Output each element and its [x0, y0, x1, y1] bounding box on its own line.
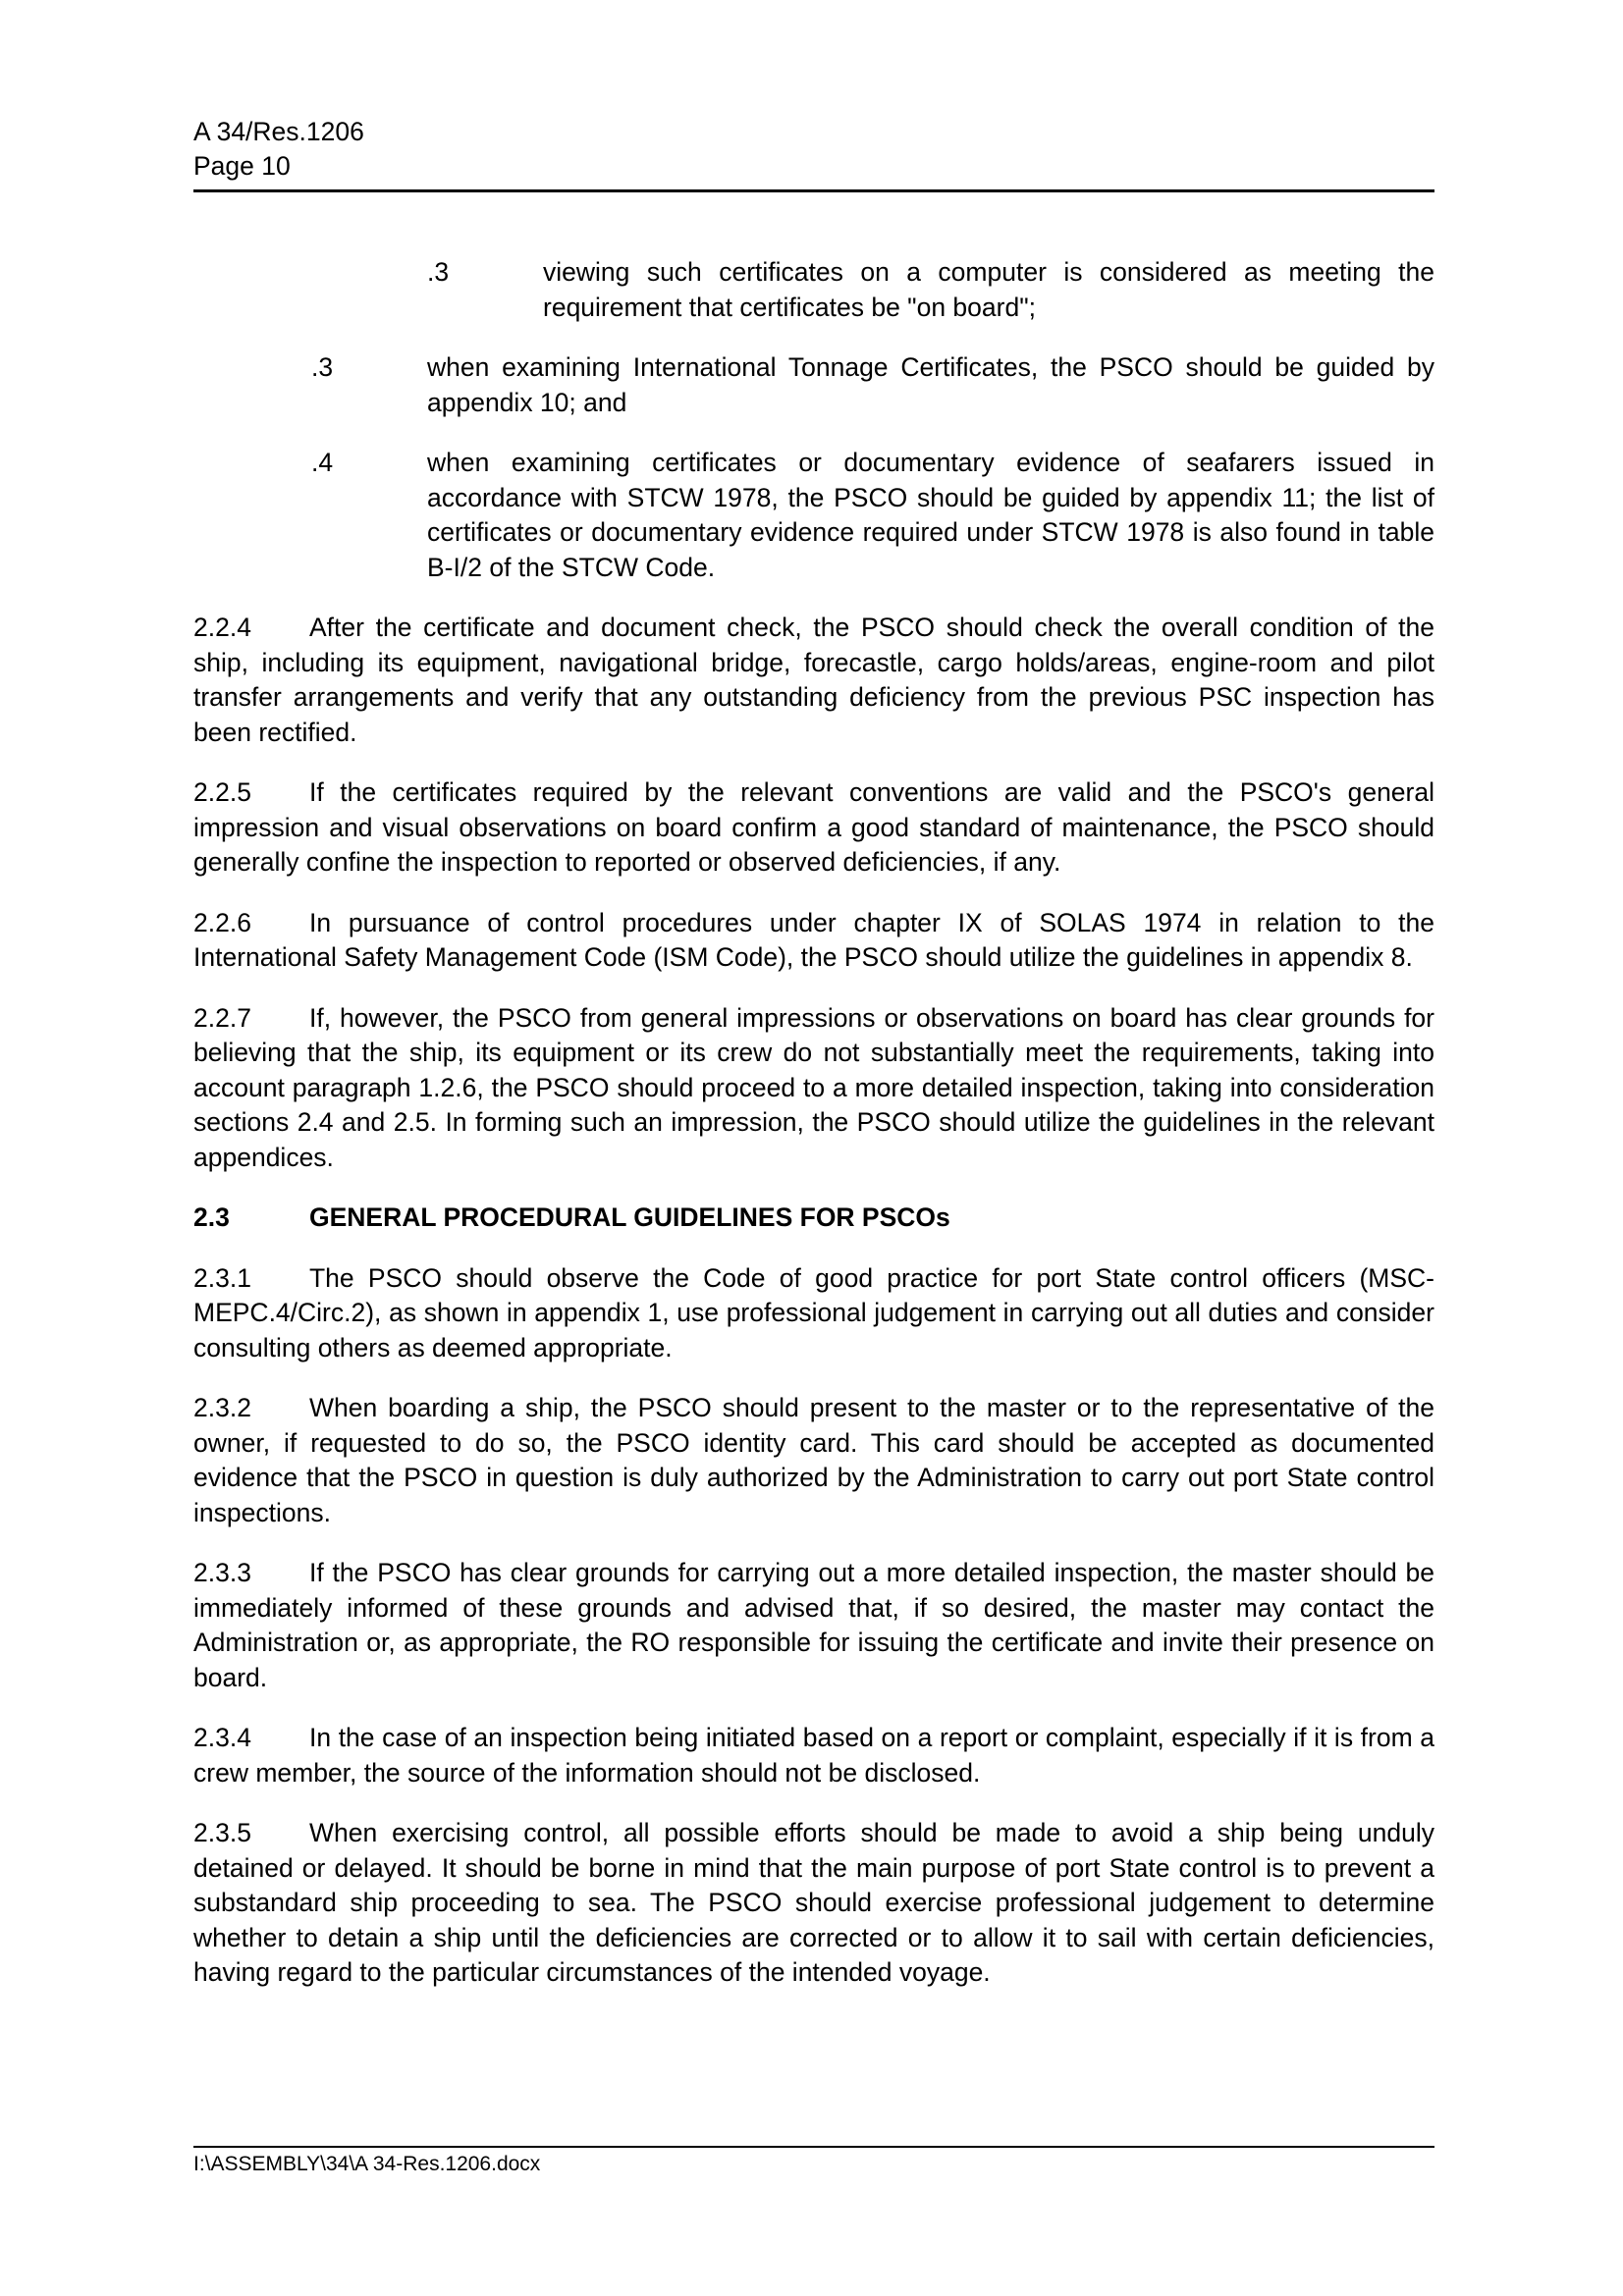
section-title: GENERAL PROCEDURAL GUIDELINES FOR PSCOs [309, 1202, 950, 1232]
section-heading-2-3 [193, 1201, 1434, 1236]
paragraph-text: When exercising control, all possible efforts should be made to avoid a ship being unduly detained or delayed. It should be borne in mind that the main purpose of port State control is to prevent a substandard ship proceeding to sea. The PSCO should exercise professional judgement to determine whether to detain a ship until the deficiencies are corrected or to allow it to sail with certain deficiencies, having regard to the particular circumstances of the intended voyage. [193, 1818, 1434, 1987]
paragraph-2-2-6 [193, 906, 1434, 976]
list-item [193, 446, 1434, 585]
paragraph-2-3-4 [193, 1721, 1434, 1790]
paragraph-2-3-5 [193, 1816, 1434, 1991]
page-footer [193, 2146, 1434, 2179]
list-item-text: viewing such certificates on a computer is considered as meeting the requirement that certificates be "on board"; [543, 257, 1434, 322]
document-reference: A 34/Res.1206 [193, 117, 364, 146]
paragraph-text: The PSCO should observe the Code of good practice for port State control officers (MSC-MEPC.4/Circ.2), as shown in appendix 1, use professional judgement in carrying out all duties and consider consulting others as deemed appropriate. [193, 1262, 1434, 1362]
list-item-text: when examining International Tonnage Certificates, the PSCO should be guided by appendix 10; and [427, 352, 1434, 417]
paragraph-2-2-7 [193, 1001, 1434, 1176]
paragraph-number: 2.2.7 [193, 1002, 251, 1033]
paragraph-text: If the certificates required by the relevant conventions are valid and the PSCO's general impression and visual observations on board confirm a good standard of maintenance, the PSCO should generally confine the inspection to reported or observed deficiencies, if any. [193, 777, 1434, 877]
list-item-sub [193, 255, 1434, 325]
paragraph-2-3-1 [193, 1261, 1434, 1366]
paragraph-text: When boarding a ship, the PSCO should present to the master or to the representative of the owner, if requested to do so, the PSCO identity card. This card should be accepted as documented evidence that the PSCO in question is duly authorized by the Administration to carry out port State control inspections. [193, 1393, 1434, 1527]
list-item-number: .3 [427, 257, 450, 287]
paragraph-number: 2.3.5 [193, 1818, 251, 1847]
page-number: Page 10 [193, 151, 291, 181]
file-path: I:\ASSEMBLY\34\A 34-Res.1206.docx [193, 2153, 541, 2175]
paragraph-number: 2.2.5 [193, 777, 251, 807]
paragraph-number: 2.2.6 [193, 907, 251, 937]
paragraph-number: 2.3.4 [193, 1723, 251, 1752]
page-header [193, 115, 1434, 192]
paragraph-2-3-2 [193, 1391, 1434, 1530]
list-item-text: when examining certificates or documentary evidence of seafarers issued in accordance with STCW 1978, the PSCO should be guided by appendix 11; the list of certificates or documentary evidence required under STCW 1978 is also found in table B-I/2 of the STCW Code. [427, 448, 1434, 582]
paragraph-number: 2.3.1 [193, 1262, 251, 1293]
document-body [193, 255, 1434, 2016]
document-page [193, 0, 1434, 2296]
list-item-number: .3 [311, 352, 334, 382]
paragraph-number: 2.3.3 [193, 1558, 251, 1587]
paragraph-text: If the PSCO has clear grounds for carrying out a more detailed inspection, the master should be immediately informed of these grounds and advised that, if so desired, the master may contact the Administration or, as appropriate, the RO responsible for issuing the certificate and invite their presence on board. [193, 1558, 1434, 1692]
paragraph-text: If, however, the PSCO from general impressions or observations on board has clear grounds for believing that the ship, its equipment or its crew do not substantially meet the requirements, taking into account paragraph 1.2.6, the PSCO should proceed to a more detailed inspection, taking into consideration sections 2.4 and 2.5. In forming such an impression, the PSCO should utilize the guidelines in the relevant appendices. [193, 1002, 1434, 1172]
paragraph-number: 2.3.2 [193, 1393, 251, 1422]
paragraph-text: In the case of an inspection being initiated based on a report or complaint, especially if it is from a crew member, the source of the information should not be disclosed. [193, 1723, 1434, 1788]
paragraph-2-3-3 [193, 1556, 1434, 1695]
paragraph-text: In pursuance of control procedures under chapter IX of SOLAS 1974 in relation to the International Safety Management Code (ISM Code), the PSCO should utilize the guidelines in appendix 8. [193, 907, 1434, 972]
list-item-number: .4 [311, 448, 334, 477]
paragraph-2-2-4 [193, 611, 1434, 750]
list-item [193, 350, 1434, 420]
paragraph-text: After the certificate and document check, the PSCO should check the overall condition of the ship, including its equipment, navigational bridge, forecastle, cargo holds/areas, engine-room and pilot transfer arrangements and verify that any outstanding deficiency from the previous PSC inspection has been rectified. [193, 613, 1434, 747]
paragraph-2-2-5 [193, 775, 1434, 881]
section-number: 2.3 [193, 1202, 230, 1232]
paragraph-number: 2.2.4 [193, 613, 251, 642]
